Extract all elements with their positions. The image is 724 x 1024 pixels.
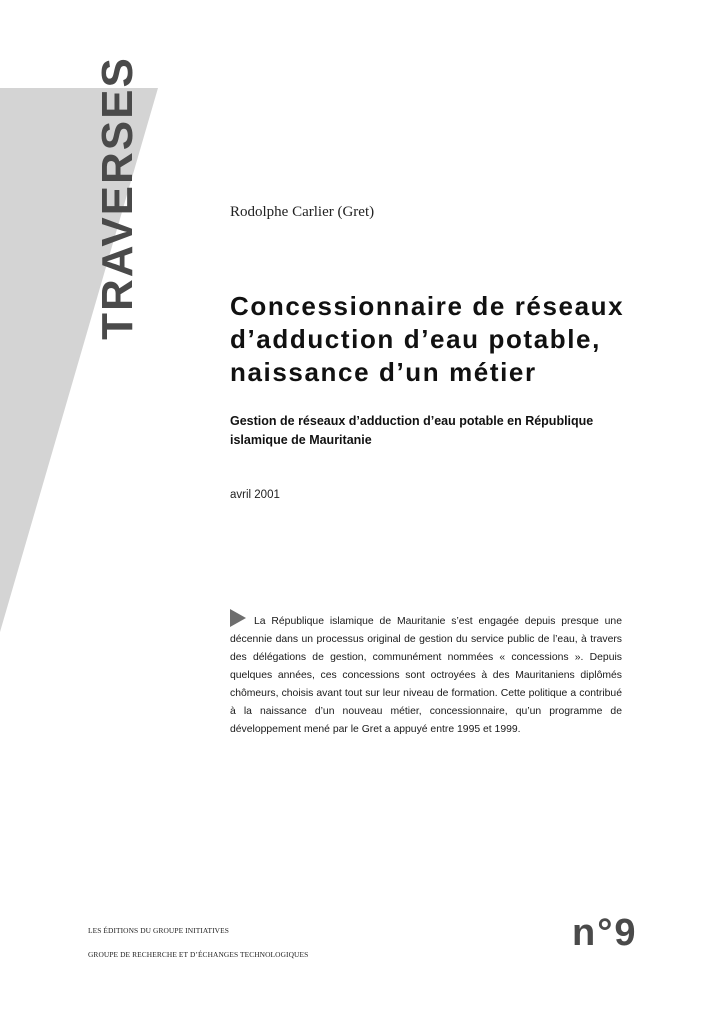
- author: Rodolphe Carlier (Gret): [230, 204, 375, 220]
- page-title: [230, 290, 680, 389]
- subtitle: [230, 412, 650, 450]
- abstract-text: La République islamique de Mauritanie s’est engagée depuis presque une décennie dans un processus original de gestion du service public de l’eau, à travers des délégations de gestion, communément nommées « concessions ». Depuis quelques années, ces concessions sont octroyées à des Mauritaniens diplômés chômeurs, choisis avant tout sur leur niveau de formation. Cette politique a contribué à la naissance d’un nouveau métier, concessionnaire, qu’un programme de développement mené par le Gret a appuyé entre 1995 et 1999.: [230, 616, 622, 735]
- publisher-footer: [88, 926, 308, 974]
- abstract: [230, 609, 622, 739]
- subtitle-line-2: islamique de Mauritanie: [230, 433, 372, 447]
- title-line-2: d’adduction d’eau potable,: [230, 324, 601, 354]
- series-name: TRAVERSES: [93, 56, 142, 340]
- footer-line-1: LES ÉDITIONS DU GROUPE INITIATIVES: [88, 926, 229, 935]
- title-line-3: naissance d’un métier: [230, 357, 537, 387]
- footer-line-2: GROUPE DE RECHERCHE ET D’ÉCHANGES TECHNOLOGIQUES: [88, 950, 309, 959]
- series-title: [94, 58, 142, 338]
- issue-number: n°9: [572, 912, 638, 954]
- title-line-1: Concessionnaire de réseaux: [230, 291, 625, 321]
- publication-date: avril 2001: [230, 489, 280, 501]
- arrow-right-icon: [230, 609, 246, 627]
- subtitle-line-1: Gestion de réseaux d’adduction d’eau potable en République: [230, 414, 594, 428]
